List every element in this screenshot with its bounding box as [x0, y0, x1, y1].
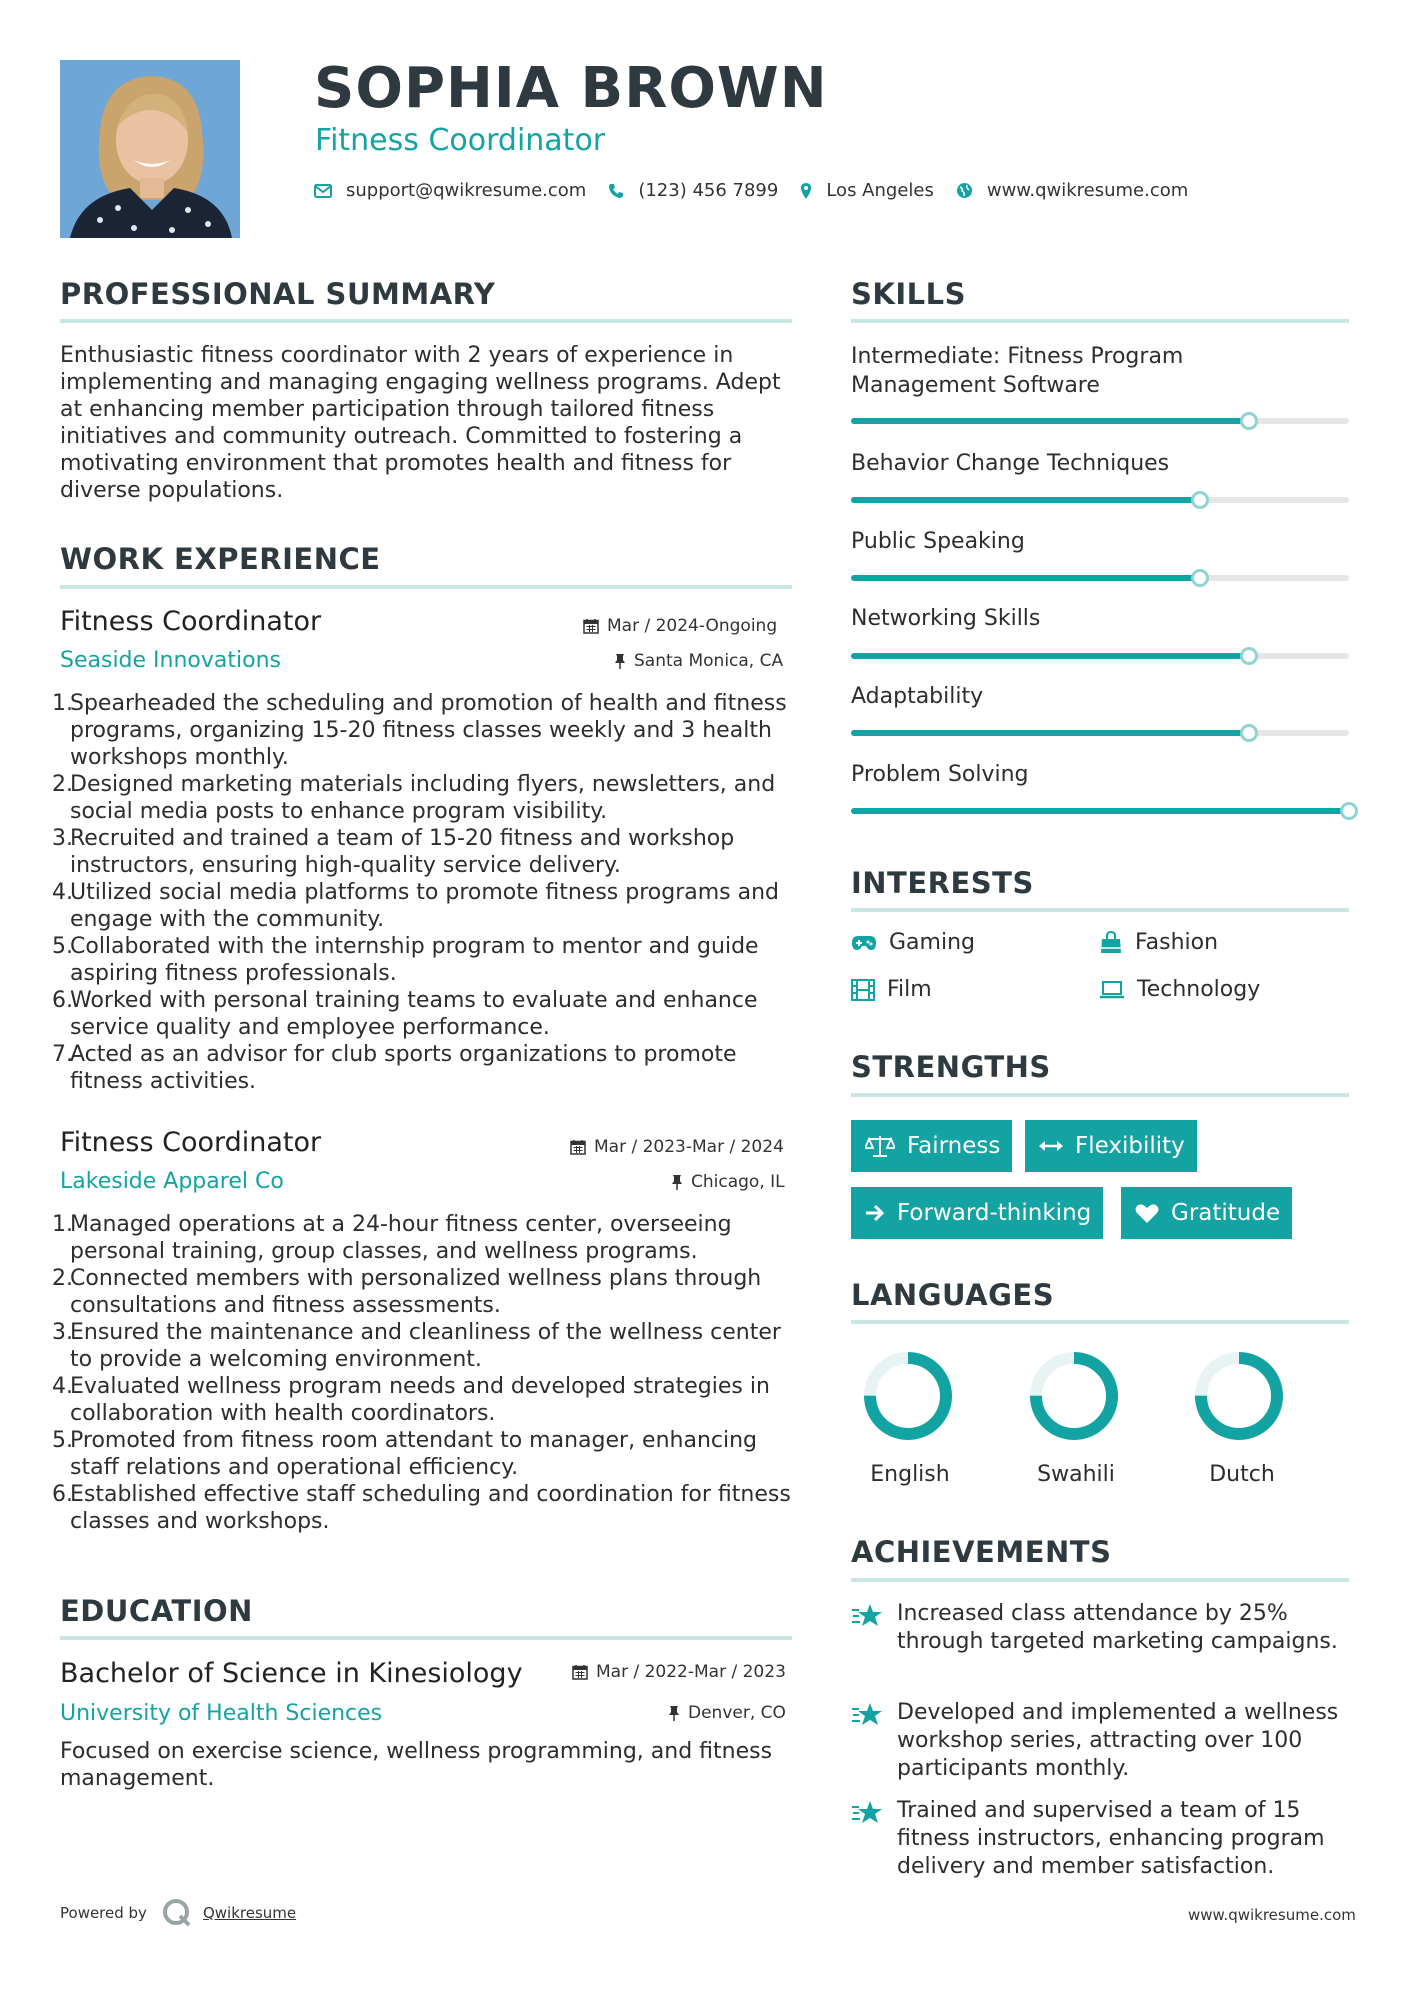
job-location	[671, 1172, 785, 1192]
language-ring	[1179, 1346, 1299, 1446]
star-medal-icon	[851, 1701, 883, 1729]
language-label: English	[870, 1462, 950, 1487]
job-bullets	[52, 690, 800, 1095]
candidate-title: Fitness Coordinator	[315, 123, 606, 158]
email-text: support@qwikresume.com	[346, 180, 587, 201]
skill-bar-fill	[851, 653, 1249, 659]
work-heading: WORK EXPERIENCE	[60, 542, 381, 576]
interest-item	[1099, 930, 1218, 955]
interest-item	[851, 977, 932, 1002]
pushpin-icon	[671, 1174, 683, 1190]
skill-label: Behavior Change Techniques	[851, 451, 1170, 476]
shopping-bag-icon	[1099, 931, 1123, 955]
skill-label: Public Speaking	[851, 529, 1025, 554]
languages-rule	[851, 1320, 1349, 1324]
bullet-text: Worked with personal training teams to evaluate and enhance service quality and employee performance.	[70, 988, 758, 1040]
bullet-number: 5.	[52, 934, 73, 959]
company-name: Seaside Innovations	[60, 648, 281, 673]
bullet-number: 5.	[52, 1428, 73, 1453]
list-item	[52, 1427, 800, 1481]
arrow-right-icon	[865, 1204, 885, 1222]
strength-badge	[851, 1187, 1103, 1239]
skill-label: Networking Skills	[851, 606, 1041, 631]
language-ring	[1014, 1346, 1134, 1446]
interest-label: Technology	[1137, 977, 1261, 1002]
bullet-number: 2.	[52, 1266, 73, 1291]
bullet-text: Evaluated wellness program needs and developed strategies in collaboration with health coordinators.	[70, 1374, 770, 1426]
bullet-text: Ensured the maintenance and cleanliness of the wellness center to provide a welcoming environment.	[70, 1320, 781, 1372]
laptop-icon	[1099, 980, 1125, 1000]
strength-label: Gratitude	[1171, 1200, 1281, 1226]
language-label: Dutch	[1209, 1462, 1275, 1487]
education-description: Focused on exercise science, wellness programming, and fitness management.	[60, 1739, 773, 1791]
skill-bar-fill	[851, 575, 1200, 581]
phone-icon	[608, 183, 624, 199]
list-item	[52, 690, 800, 771]
list-item	[52, 879, 800, 933]
bullet-number: 7.	[52, 1042, 73, 1067]
contact-location	[800, 180, 934, 201]
job-bullets	[52, 1211, 800, 1535]
interest-item	[1099, 977, 1260, 1002]
balance-scale-icon	[865, 1134, 895, 1158]
arrows-horizontal-icon	[1039, 1139, 1063, 1153]
bullet-text: Designed marketing materials including flyers, newsletters, and social media posts to enhance program visibility.	[70, 772, 776, 824]
bullet-text: Utilized social media platforms to promote fitness programs and engage with the community.	[70, 880, 780, 932]
skill-bar	[851, 808, 1349, 814]
bullet-number: 6.	[52, 988, 73, 1013]
interest-item	[851, 930, 975, 955]
calendar-icon	[572, 1664, 588, 1680]
skill-label: Intermediate: Fitness Program Management Software	[851, 344, 1184, 398]
bullet-text: Promoted from fitness room attendant to manager, enhancing staff relations and operational efficiency.	[70, 1428, 758, 1480]
skill-bar-fill	[851, 497, 1200, 503]
work-rule	[60, 585, 792, 589]
candidate-name: SOPHIA BROWN	[314, 56, 828, 121]
map-pin-icon	[800, 182, 812, 200]
education-date-text: Mar / 2022-Mar / 2023	[596, 1662, 786, 1682]
list-item	[52, 1481, 800, 1535]
profile-photo	[60, 60, 240, 238]
language-ring	[848, 1346, 968, 1446]
job-date	[570, 1137, 784, 1157]
contact-phone[interactable]	[608, 180, 778, 201]
bullet-text: Acted as an advisor for club sports organizations to promote fitness activities.	[70, 1042, 737, 1094]
skills-rule	[851, 319, 1349, 323]
skill-label: Problem Solving	[851, 762, 1029, 787]
achievements-rule	[851, 1578, 1349, 1582]
calendar-icon	[583, 618, 599, 634]
job-location-text: Chicago, IL	[691, 1172, 785, 1192]
strengths-rule	[851, 1093, 1349, 1097]
list-item	[52, 825, 800, 879]
languages-heading: LANGUAGES	[851, 1278, 1055, 1312]
achievement-item	[851, 1600, 1349, 1656]
skill-bar-fill	[851, 808, 1349, 814]
list-item	[52, 1319, 800, 1373]
achievement-text: Developed and implemented a wellness workshop series, attracting over 100 participants monthly.	[897, 1700, 1339, 1781]
education-rule	[60, 1636, 792, 1640]
skill-bar	[851, 497, 1349, 503]
skill-bar-knob	[1340, 802, 1358, 820]
summary-rule	[60, 319, 792, 323]
footer-brand-link[interactable]: Qwikresume	[202, 1904, 297, 1922]
list-item	[52, 1041, 800, 1095]
skill-bar	[851, 575, 1349, 581]
skill-bar	[851, 418, 1349, 424]
qwikresume-logo-icon	[161, 1897, 193, 1929]
bullet-number: 2.	[52, 772, 73, 797]
website-text: www.qwikresume.com	[986, 180, 1189, 201]
degree-title: Bachelor of Science in Kinesiology	[60, 1658, 523, 1689]
contact-bar	[314, 180, 1210, 201]
interests-heading: INTERESTS	[851, 866, 1034, 900]
bullet-text: Recruited and trained a team of 15-20 fitness and workshop instructors, ensuring high-quality service delivery.	[70, 826, 735, 878]
list-item	[52, 771, 800, 825]
skills-heading: SKILLS	[851, 277, 966, 311]
job-date-text: Mar / 2023-Mar / 2024	[594, 1137, 784, 1157]
strength-label: Forward-thinking	[897, 1200, 1092, 1226]
skill-bar-knob	[1240, 724, 1258, 742]
bullet-text: Managed operations at a 24-hour fitness center, overseeing personal training, group classes, and wellness programs.	[70, 1212, 732, 1264]
strengths-heading: STRENGTHS	[851, 1050, 1051, 1084]
interest-label: Film	[887, 977, 932, 1002]
skill-bar-knob	[1240, 647, 1258, 665]
skill-bar-fill	[851, 418, 1249, 424]
powered-by-text: Powered by	[60, 1904, 147, 1922]
envelope-icon	[314, 184, 332, 198]
star-medal-icon	[851, 1799, 883, 1827]
language-label: Swahili	[1037, 1462, 1115, 1487]
job-date	[583, 616, 777, 636]
location-text: Los Angeles	[826, 180, 934, 201]
film-icon	[851, 979, 875, 1001]
bullet-number: 1.	[52, 691, 73, 716]
bullet-text: Collaborated with the internship program to mentor and guide aspiring fitness professionals.	[70, 934, 759, 986]
skill-bar-knob	[1191, 491, 1209, 509]
interest-label: Gaming	[889, 930, 975, 955]
footer-website[interactable]: www.qwikresume.com	[1188, 1906, 1356, 1924]
list-item	[52, 1211, 800, 1265]
strength-label: Fairness	[907, 1133, 1001, 1159]
contact-website[interactable]	[956, 180, 1188, 201]
achievements-heading: ACHIEVEMENTS	[851, 1535, 1112, 1569]
achievement-text: Increased class attendance by 25% through targeted marketing campaigns.	[897, 1601, 1338, 1654]
strength-badge	[1121, 1187, 1292, 1239]
bullet-number: 6.	[52, 1482, 73, 1507]
list-item	[52, 987, 800, 1041]
education-heading: EDUCATION	[60, 1594, 253, 1628]
pushpin-icon	[614, 653, 626, 669]
globe-icon	[956, 182, 973, 199]
summary-text: Enthusiastic fitness coordinator with 2 years of experience in implementing and managing engaging wellness programs. Adept at enhancing member participation through tailored fitness initiatives and community outreach. Committed to fostering a motivating environment that promotes health and fitness for diverse populations.	[60, 343, 781, 503]
education-location	[668, 1703, 786, 1723]
school-name: University of Health Sciences	[60, 1701, 383, 1726]
strength-label: Flexibility	[1075, 1133, 1185, 1159]
interest-label: Fashion	[1135, 930, 1219, 955]
achievement-text: Trained and supervised a team of 15 fitness instructors, enhancing program delivery and member satisfaction.	[897, 1798, 1325, 1879]
bullet-text: Connected members with personalized wellness plans through consultations and fitness assessments.	[70, 1266, 762, 1318]
skill-bar-fill	[851, 730, 1249, 736]
heart-icon	[1135, 1203, 1159, 1224]
summary-heading: PROFESSIONAL SUMMARY	[60, 277, 496, 311]
strength-badge	[1025, 1120, 1197, 1172]
star-medal-icon	[851, 1602, 883, 1630]
skill-label: Adaptability	[851, 684, 984, 709]
company-name: Lakeside Apparel Co	[60, 1169, 284, 1194]
footer-powered	[60, 1897, 296, 1929]
education-date	[572, 1662, 786, 1682]
education-location-text: Denver, CO	[688, 1703, 786, 1723]
skill-bar	[851, 653, 1349, 659]
phone-text: (123) 456 7899	[638, 180, 779, 201]
gamepad-icon	[851, 934, 877, 952]
skill-bar-knob	[1191, 569, 1209, 587]
bullet-text: Established effective staff scheduling and coordination for fitness classes and workshops.	[70, 1482, 791, 1534]
bullet-number: 1.	[52, 1212, 73, 1237]
bullet-number: 4.	[52, 1374, 73, 1399]
achievement-item	[851, 1699, 1349, 1783]
interests-rule	[851, 908, 1349, 912]
pushpin-icon	[668, 1705, 680, 1721]
job-location-text: Santa Monica, CA	[634, 651, 784, 671]
job-title: Fitness Coordinator	[60, 606, 322, 637]
strength-badge	[851, 1120, 1012, 1172]
calendar-icon	[570, 1139, 586, 1155]
bullet-number: 3.	[52, 826, 73, 851]
achievement-item	[851, 1797, 1349, 1881]
bullet-number: 4.	[52, 880, 73, 905]
contact-email[interactable]	[314, 180, 586, 201]
list-item	[52, 1373, 800, 1427]
job-title: Fitness Coordinator	[60, 1127, 322, 1158]
list-item	[52, 1265, 800, 1319]
list-item	[52, 933, 800, 987]
bullet-text: Spearheaded the scheduling and promotion of health and fitness programs, organizing 15-20 fitness classes weekly and 3 health workshops monthly.	[70, 691, 787, 770]
job-location	[614, 651, 783, 671]
skill-bar	[851, 730, 1349, 736]
job-date-text: Mar / 2024-Ongoing	[607, 616, 778, 636]
bullet-number: 3.	[52, 1320, 73, 1345]
skill-bar-knob	[1240, 412, 1258, 430]
